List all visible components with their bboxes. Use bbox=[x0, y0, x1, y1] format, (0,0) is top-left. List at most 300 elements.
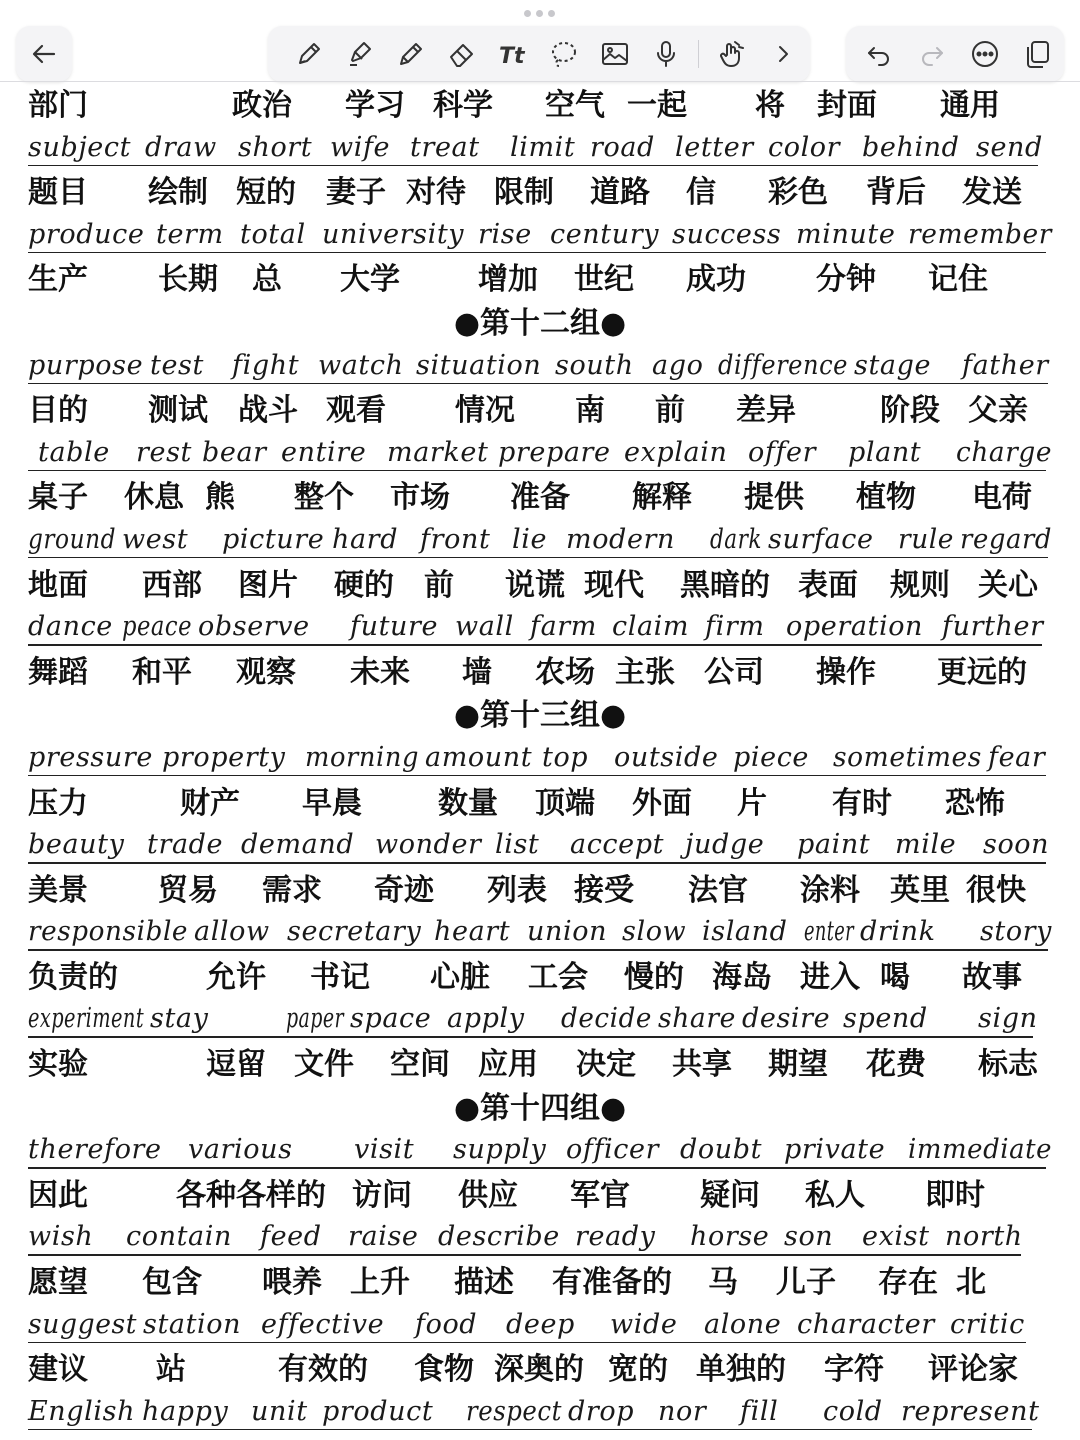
english-word: outside bbox=[614, 741, 719, 773]
group-title: ●第十二组● bbox=[453, 305, 627, 341]
english-word-row bbox=[0, 999, 1080, 1043]
chinese-word: 更远的 bbox=[937, 654, 1027, 690]
chinese-word: 南 bbox=[575, 393, 605, 429]
svg-text:Tt: Tt bbox=[498, 44, 525, 69]
chinese-meaning-row bbox=[0, 258, 1080, 302]
chinese-word: 世纪 bbox=[574, 262, 634, 298]
chinese-word: 单独的 bbox=[696, 1352, 786, 1388]
english-word: purpose bbox=[28, 349, 144, 381]
english-word: future bbox=[350, 611, 439, 643]
english-word: charge bbox=[956, 436, 1053, 468]
chinese-word: 战斗 bbox=[238, 393, 298, 429]
chinese-word: 需求 bbox=[262, 872, 322, 908]
chinese-word: 法官 bbox=[688, 872, 748, 908]
english-word: fill bbox=[740, 1395, 779, 1427]
english-word: piece bbox=[733, 741, 809, 773]
english-word: entire bbox=[281, 436, 367, 468]
english-word: critic bbox=[950, 1308, 1025, 1340]
chinese-word: 北 bbox=[956, 1265, 986, 1301]
chinese-word: 妻子 bbox=[326, 175, 386, 211]
chinese-word: 空气 bbox=[545, 88, 605, 123]
chinese-word: 财产 bbox=[180, 785, 240, 821]
chinese-word: 工会 bbox=[528, 959, 588, 995]
chinese-word: 生产 bbox=[28, 262, 88, 298]
english-word: minute bbox=[796, 218, 896, 250]
chinese-word: 逗留 bbox=[206, 1047, 266, 1083]
english-word: officer bbox=[566, 1134, 660, 1166]
chinese-word: 表面 bbox=[798, 567, 858, 603]
english-word: respect bbox=[466, 1395, 562, 1427]
pencil-icon[interactable] bbox=[392, 34, 429, 74]
chinese-word: 对待 bbox=[406, 175, 466, 211]
chinese-word: 公司 bbox=[704, 654, 764, 690]
english-word: cold bbox=[823, 1395, 883, 1427]
eraser-icon[interactable] bbox=[443, 34, 480, 74]
chinese-word: 恐怖 bbox=[945, 785, 1005, 821]
chinese-word: 绘制 bbox=[148, 175, 208, 211]
english-word: wall bbox=[455, 611, 514, 643]
chinese-word: 故事 bbox=[962, 959, 1022, 995]
english-word: horse bbox=[690, 1221, 770, 1253]
chinese-word: 马 bbox=[708, 1265, 738, 1301]
english-word: plant bbox=[848, 436, 922, 468]
chinese-word: 愿望 bbox=[28, 1265, 88, 1301]
english-word: west bbox=[122, 523, 189, 555]
image-icon[interactable] bbox=[596, 34, 633, 74]
chinese-word: 提供 bbox=[744, 480, 804, 516]
chinese-word: 进入 bbox=[800, 959, 860, 995]
chinese-word: 很快 bbox=[966, 872, 1026, 908]
chinese-word: 文件 bbox=[294, 1047, 354, 1083]
pen-icon[interactable] bbox=[290, 34, 327, 74]
chinese-word: 儿子 bbox=[776, 1265, 836, 1301]
english-word: spend bbox=[843, 1003, 928, 1035]
chinese-word: 学习 bbox=[345, 88, 405, 123]
redo-icon[interactable] bbox=[913, 34, 950, 74]
english-word-row bbox=[0, 607, 1080, 651]
chinese-word: 早晨 bbox=[302, 785, 362, 821]
english-word: rule bbox=[898, 523, 954, 555]
english-word: happy bbox=[142, 1395, 229, 1427]
english-word: morning bbox=[305, 741, 420, 773]
group-title: ●第十四组● bbox=[453, 1090, 627, 1126]
chinese-word: 花费 bbox=[866, 1047, 926, 1083]
back-button[interactable] bbox=[16, 26, 72, 82]
english-word: paper bbox=[286, 1003, 344, 1035]
english-word: visit bbox=[354, 1134, 415, 1166]
chinese-word: 关心 bbox=[978, 567, 1038, 603]
chinese-word: 有时 bbox=[832, 785, 892, 821]
english-word: treat bbox=[410, 131, 480, 163]
chinese-word: 操作 bbox=[816, 654, 876, 690]
chinese-word: 长期 bbox=[158, 262, 218, 298]
english-word: heart bbox=[434, 916, 511, 948]
chinese-word: 站 bbox=[156, 1352, 186, 1388]
english-word: decide bbox=[561, 1003, 652, 1035]
chinese-word: 农场 bbox=[535, 654, 595, 690]
english-word: wife bbox=[330, 131, 391, 163]
chinese-word: 墙 bbox=[462, 654, 492, 690]
chinese-word: 实验 bbox=[28, 1047, 88, 1083]
chevron-right-icon[interactable] bbox=[764, 34, 801, 74]
english-word-row bbox=[0, 825, 1080, 869]
chinese-word: 各种各样的 bbox=[176, 1177, 326, 1213]
chinese-word: 发送 bbox=[962, 175, 1022, 211]
english-word: claim bbox=[612, 611, 690, 643]
english-word: test bbox=[150, 349, 204, 381]
english-word: contain bbox=[126, 1221, 232, 1253]
chinese-word: 父亲 bbox=[968, 393, 1028, 429]
english-word: represent bbox=[901, 1395, 1040, 1427]
english-word: stage bbox=[854, 349, 932, 381]
english-word: bear bbox=[202, 436, 267, 468]
english-word: alone bbox=[704, 1308, 782, 1340]
chinese-word: 有效的 bbox=[278, 1352, 368, 1388]
english-word: remember bbox=[908, 218, 1052, 250]
english-word: effective bbox=[261, 1308, 385, 1340]
english-word: term bbox=[156, 218, 224, 250]
chinese-word: 慢的 bbox=[624, 959, 684, 995]
english-word: dark bbox=[710, 523, 762, 555]
english-word: prepare bbox=[498, 436, 611, 468]
english-word: table bbox=[38, 436, 110, 468]
chinese-meaning-row bbox=[0, 651, 1080, 695]
english-word: wonder bbox=[375, 829, 482, 861]
chinese-word: 军官 bbox=[570, 1177, 630, 1213]
lasso-icon[interactable] bbox=[545, 34, 582, 74]
chinese-word: 封面 bbox=[817, 88, 877, 123]
english-word: experiment bbox=[28, 1003, 145, 1035]
chinese-word: 主张 bbox=[615, 654, 675, 690]
english-word: food bbox=[415, 1308, 478, 1340]
chinese-word: 建议 bbox=[28, 1352, 88, 1388]
chinese-word: 评论家 bbox=[928, 1352, 1018, 1388]
english-word: accept bbox=[570, 829, 665, 861]
chinese-word: 彩色 bbox=[768, 175, 828, 211]
chinese-word: 期望 bbox=[768, 1047, 828, 1083]
english-word: operation bbox=[786, 611, 924, 643]
english-word: beauty bbox=[28, 829, 125, 861]
english-word: watch bbox=[318, 349, 404, 381]
chinese-word: 负责的 bbox=[28, 959, 118, 995]
toolbar-divider bbox=[698, 40, 699, 68]
english-word: story bbox=[980, 916, 1052, 948]
chinese-word: 字符 bbox=[824, 1352, 884, 1388]
english-word: sign bbox=[978, 1003, 1038, 1035]
english-word: observe bbox=[198, 611, 310, 643]
chinese-word: 存在 bbox=[878, 1265, 938, 1301]
english-word: paint bbox=[797, 829, 871, 861]
english-word: behind bbox=[862, 131, 960, 163]
english-word: describe bbox=[438, 1221, 560, 1253]
chinese-word: 规则 bbox=[890, 567, 950, 603]
chinese-word: 测试 bbox=[148, 393, 208, 429]
english-word: union bbox=[527, 916, 608, 948]
chinese-word: 电荷 bbox=[972, 480, 1032, 516]
chinese-word: 宽的 bbox=[608, 1352, 668, 1388]
note-canvas[interactable] bbox=[0, 84, 1080, 1435]
chinese-word: 准备 bbox=[510, 480, 570, 516]
chinese-word: 限制 bbox=[494, 175, 554, 211]
english-word: father bbox=[962, 349, 1049, 381]
chinese-meaning-row bbox=[0, 956, 1080, 1000]
english-word: enter bbox=[804, 916, 855, 948]
english-word: pressure bbox=[28, 741, 153, 773]
chinese-word: 英里 bbox=[890, 872, 950, 908]
chinese-word: 舞蹈 bbox=[28, 654, 88, 690]
text-icon[interactable] bbox=[494, 34, 531, 74]
english-word: feed bbox=[260, 1221, 322, 1253]
chinese-word: 喝 bbox=[880, 959, 910, 995]
english-word: color bbox=[768, 131, 841, 163]
chinese-word: 私人 bbox=[805, 1177, 865, 1213]
chinese-word: 书记 bbox=[310, 959, 370, 995]
microphone-icon[interactable] bbox=[647, 34, 684, 74]
chinese-word: 熊 bbox=[205, 480, 235, 516]
english-word: road bbox=[590, 131, 655, 163]
chinese-word: 上升 bbox=[350, 1265, 410, 1301]
drag-handle[interactable] bbox=[524, 10, 555, 17]
english-word: apply bbox=[447, 1003, 525, 1035]
chinese-meaning-row bbox=[0, 389, 1080, 433]
english-word: peace bbox=[122, 611, 193, 643]
chinese-word: 访问 bbox=[352, 1177, 412, 1213]
hand-draw-icon[interactable] bbox=[713, 34, 750, 74]
chinese-meaning-row bbox=[0, 869, 1080, 913]
chinese-meaning-row bbox=[0, 84, 1080, 128]
chinese-word: 情况 bbox=[455, 393, 515, 429]
chinese-word: 压力 bbox=[28, 785, 88, 821]
chinese-word: 西部 bbox=[142, 567, 202, 603]
english-word: deep bbox=[506, 1308, 575, 1340]
english-word-row bbox=[0, 128, 1080, 172]
english-word: property bbox=[162, 741, 286, 773]
chinese-word: 海岛 bbox=[712, 959, 772, 995]
english-word: various bbox=[188, 1134, 293, 1166]
highlighter-icon[interactable] bbox=[341, 34, 378, 74]
chinese-word: 喂养 bbox=[262, 1265, 322, 1301]
chinese-word: 分钟 bbox=[816, 262, 876, 298]
english-word: hard bbox=[332, 523, 399, 555]
chinese-word: 接受 bbox=[574, 872, 634, 908]
english-word: fear bbox=[988, 741, 1046, 773]
english-word: subject bbox=[28, 131, 132, 163]
english-word: letter bbox=[675, 131, 754, 163]
english-word: lie bbox=[512, 523, 548, 555]
english-word: draw bbox=[145, 131, 217, 163]
chinese-word: 道路 bbox=[590, 175, 650, 211]
english-word-row bbox=[0, 738, 1080, 782]
english-word: ground bbox=[28, 523, 117, 555]
chinese-meaning-row bbox=[0, 1348, 1080, 1392]
chinese-word: 数量 bbox=[438, 785, 498, 821]
english-word: short bbox=[238, 131, 313, 163]
toolbar-divider-line bbox=[0, 81, 1080, 82]
chinese-word: 美景 bbox=[28, 872, 88, 908]
english-word: regard bbox=[960, 523, 1053, 555]
chinese-word: 贸易 bbox=[158, 872, 218, 908]
group-header bbox=[0, 302, 1080, 346]
english-word: island bbox=[702, 916, 788, 948]
chinese-word: 前 bbox=[424, 567, 454, 603]
english-word: university bbox=[322, 218, 465, 250]
english-word: responsible bbox=[28, 916, 189, 948]
english-word: success bbox=[672, 218, 782, 250]
chinese-word: 桌子 bbox=[28, 480, 88, 516]
chinese-word: 大学 bbox=[340, 262, 400, 298]
english-word: therefore bbox=[28, 1134, 162, 1166]
english-word: drink bbox=[860, 916, 936, 948]
chinese-word: 增加 bbox=[478, 262, 538, 298]
english-word: allow bbox=[194, 916, 270, 948]
english-word: unit bbox=[251, 1395, 308, 1427]
chinese-word: 片 bbox=[737, 785, 767, 821]
english-word: century bbox=[550, 218, 660, 250]
chinese-meaning-row bbox=[0, 476, 1080, 520]
pages-icon[interactable] bbox=[1019, 34, 1056, 74]
chinese-word: 因此 bbox=[28, 1177, 88, 1213]
chinese-word: 疑问 bbox=[700, 1177, 760, 1213]
english-word: sometimes bbox=[833, 741, 982, 773]
english-word: private bbox=[784, 1134, 886, 1166]
chinese-word: 硬的 bbox=[334, 567, 394, 603]
chinese-word: 一起 bbox=[627, 88, 687, 123]
chinese-word: 说谎 bbox=[505, 567, 565, 603]
english-word: English bbox=[28, 1395, 136, 1427]
english-word: supply bbox=[453, 1134, 547, 1166]
chinese-word: 包含 bbox=[142, 1265, 202, 1301]
chinese-word: 将 bbox=[755, 88, 785, 123]
english-word: fight bbox=[232, 349, 300, 381]
back-arrow-icon bbox=[26, 34, 63, 74]
chinese-word: 背后 bbox=[866, 175, 926, 211]
chinese-word: 目的 bbox=[28, 393, 88, 429]
chinese-word: 涂料 bbox=[800, 872, 860, 908]
chinese-word: 部门 bbox=[28, 88, 88, 123]
chinese-word: 现代 bbox=[584, 567, 644, 603]
english-word: desire bbox=[742, 1003, 831, 1035]
english-word: slow bbox=[622, 916, 687, 948]
english-word: firm bbox=[705, 611, 765, 643]
chinese-meaning-row bbox=[0, 782, 1080, 826]
english-word: list bbox=[495, 829, 540, 861]
english-word: ago bbox=[652, 349, 704, 381]
chinese-word: 总 bbox=[252, 262, 282, 298]
english-word: offer bbox=[748, 436, 817, 468]
english-word: surface bbox=[768, 523, 874, 555]
chinese-word: 植物 bbox=[856, 480, 916, 516]
chinese-word: 有准备的 bbox=[552, 1265, 672, 1301]
chinese-word: 地面 bbox=[28, 567, 88, 603]
english-word: amount bbox=[425, 741, 533, 773]
english-word-row bbox=[0, 215, 1080, 259]
english-word: wish bbox=[28, 1221, 94, 1253]
english-word: space bbox=[350, 1003, 432, 1035]
english-word: raise bbox=[348, 1221, 419, 1253]
english-word: south bbox=[555, 349, 634, 381]
chinese-word: 信 bbox=[686, 175, 716, 211]
english-word: top bbox=[542, 741, 589, 773]
english-word: trade bbox=[147, 829, 224, 861]
chinese-word: 共享 bbox=[672, 1047, 732, 1083]
chinese-word: 外面 bbox=[632, 785, 692, 821]
chinese-word: 题目 bbox=[28, 175, 88, 211]
english-word: farm bbox=[530, 611, 597, 643]
chinese-word: 解释 bbox=[632, 480, 692, 516]
chinese-word: 阶段 bbox=[880, 393, 940, 429]
chinese-word: 标志 bbox=[978, 1047, 1038, 1083]
english-word: judge bbox=[685, 829, 765, 861]
english-word: explain bbox=[624, 436, 728, 468]
chinese-word: 整个 bbox=[294, 480, 354, 516]
chinese-word: 短的 bbox=[236, 175, 296, 211]
app-toolbar bbox=[0, 0, 1080, 84]
chinese-word: 和平 bbox=[132, 654, 192, 690]
english-word: further bbox=[942, 611, 1044, 643]
english-word: produce bbox=[28, 218, 145, 250]
chinese-word: 黑暗的 bbox=[680, 567, 770, 603]
english-word: share bbox=[658, 1003, 736, 1035]
chinese-meaning-row bbox=[0, 564, 1080, 608]
english-word-row bbox=[0, 1217, 1080, 1261]
chinese-word: 应用 bbox=[478, 1047, 538, 1083]
english-word: total bbox=[240, 218, 306, 250]
english-word: difference bbox=[718, 349, 849, 381]
more-icon[interactable] bbox=[966, 34, 1003, 74]
chinese-word: 顶端 bbox=[535, 785, 595, 821]
english-word: wide bbox=[610, 1308, 678, 1340]
chinese-word: 即时 bbox=[925, 1177, 985, 1213]
english-word-row bbox=[0, 1305, 1080, 1349]
document-actions bbox=[846, 26, 1064, 82]
chinese-word: 科学 bbox=[433, 88, 493, 123]
english-word: picture bbox=[222, 523, 325, 555]
chinese-word: 决定 bbox=[576, 1047, 636, 1083]
chinese-word: 记住 bbox=[928, 262, 988, 298]
chinese-word: 心脏 bbox=[430, 959, 490, 995]
english-word: ready bbox=[575, 1221, 656, 1253]
chinese-word: 通用 bbox=[940, 88, 1000, 123]
english-word: market bbox=[387, 436, 489, 468]
english-word: nor bbox=[658, 1395, 707, 1427]
chinese-word: 描述 bbox=[454, 1265, 514, 1301]
chinese-word: 观看 bbox=[326, 393, 386, 429]
undo-icon[interactable] bbox=[860, 34, 897, 74]
english-word: dance bbox=[28, 611, 113, 643]
chinese-word: 深奥的 bbox=[494, 1352, 584, 1388]
english-word: doubt bbox=[680, 1134, 763, 1166]
chinese-word: 差异 bbox=[736, 393, 796, 429]
group-header bbox=[0, 694, 1080, 738]
english-word: exist bbox=[862, 1221, 930, 1253]
english-word: rise bbox=[478, 218, 532, 250]
chinese-word: 食物 bbox=[414, 1352, 474, 1388]
english-word: product bbox=[322, 1395, 434, 1427]
english-word: stay bbox=[150, 1003, 209, 1035]
english-word: north bbox=[945, 1221, 1023, 1253]
english-word-row bbox=[0, 346, 1080, 390]
drawing-tools bbox=[268, 26, 810, 82]
english-word: limit bbox=[510, 131, 576, 163]
english-word: secretary bbox=[287, 916, 422, 948]
chinese-meaning-row bbox=[0, 1261, 1080, 1305]
chinese-word: 空间 bbox=[390, 1047, 450, 1083]
chinese-word: 奇迹 bbox=[374, 872, 434, 908]
chinese-word: 列表 bbox=[487, 872, 547, 908]
english-word-row bbox=[0, 520, 1080, 564]
chinese-word: 政治 bbox=[232, 88, 292, 123]
english-word: character bbox=[797, 1308, 935, 1340]
